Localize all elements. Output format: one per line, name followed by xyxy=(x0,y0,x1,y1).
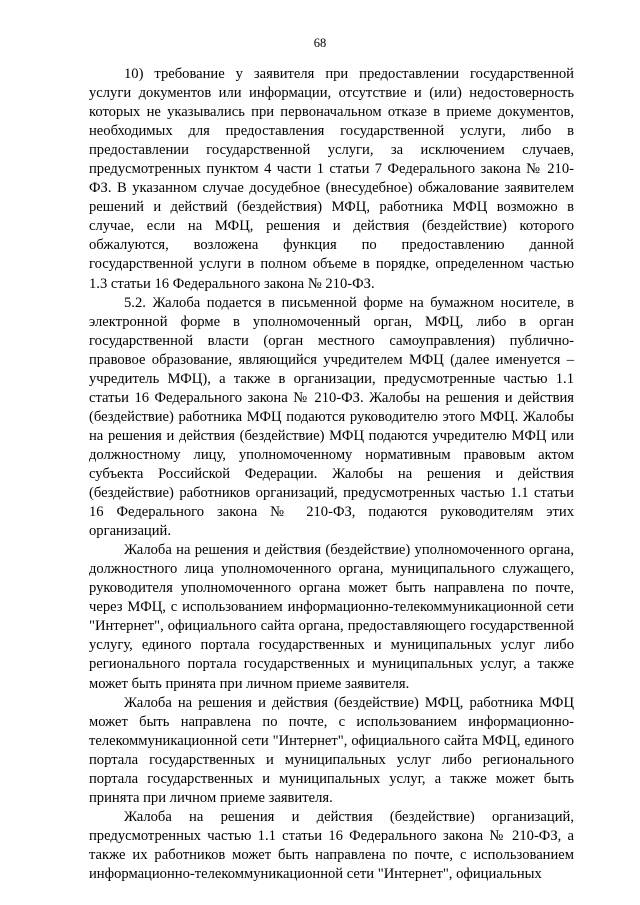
page-body xyxy=(89,65,574,884)
paragraph-complaint-against-mfc: Жалоба на решения и действия (бездействие) МФЦ, работника МФЦ может быть направлена по почте, с использованием информационно-телекоммуникационной сети "Интернет", официального сайта МФЦ, единого портала государственных и муниципальных услуг либо регионального портала государственных и муниципальных услуг, а также может быть принята при личном приеме заявителя. xyxy=(89,694,574,806)
page-number: 68 xyxy=(313,36,327,50)
paragraph-grounds-for-complaint-item-10: 10) требование у заявителя при предоставлении государственной услуги документов или информации, отсутствие и (или) недостоверность которых не указывались при первоначальном отказе в приеме документов, необходимых для предоставления государственной услуги, либо в предоставлении государственной услуги, за исключением случаев, предусмотренных пунктом 4 части 1 статьи 7 Федерального закона № 210-ФЗ. В указанном случае досудебное (внесудебное) обжалование заявителем решений и действий (бездействия) МФЦ, работника МФЦ возможно в случае, если на МФЦ, решения и действия (бездействие) которого обжалуются, возложена функция по предоставлению данной государственной услуги в полном объеме в порядке, определенном частью 1.3 статьи 16 Федерального закона № 210-ФЗ. xyxy=(89,66,574,292)
paragraph-5-2-complaint-submission: 5.2. Жалоба подается в письменной форме на бумажном носителе, в электронной форме в уполномоченный орган, МФЦ, либо в орган государственной власти (орган местного самоуправления) публично-правовое образование, являющийся учредителем МФЦ (далее именуется – учредитель МФЦ), а также в организации, предусмотренные частью 1.1 статьи 16 Федерального закона № 210-ФЗ. Жалобы на решения и действия (бездействие) работника МФЦ подаются руководителю этого МФЦ. Жалобы на решения и действия (бездействие) МФЦ подаются учредителю МФЦ или должностному лицу, уполномоченному нормативным правовым актом субъекта Российской Федерации. Жалобы на решения и действия (бездействие) работников организаций, предусмотренных частью 1.1 статьи 16 Федерального закона № 210-ФЗ, подаются руководителям этих организаций. xyxy=(89,294,574,540)
paragraph-complaint-against-authorized-body: Жалоба на решения и действия (бездействие) уполномоченного органа, должностного лица уполномоченного органа, муниципального служащего, руководителя уполномоченного органа может быть направлена по почте, через МФЦ, с использованием информационно-телекоммуникационной сети "Интернет", официального сайта органа, предоставляющего государственной услугу, единого портала государственных и муниципальных услуг либо регионального портала государственных и муниципальных услуг, а также может быть принята при личном приеме заявителя. xyxy=(89,542,574,692)
paragraph-complaint-against-organizations: Жалоба на решения и действия (бездействие) организаций, предусмотренных частью 1.1 статьи 16 Федерального закона № 210-ФЗ, а также их работников может быть направлена по почте, с использованием информационно-телекоммуникационной сети "Интернет", официальных xyxy=(89,808,574,882)
